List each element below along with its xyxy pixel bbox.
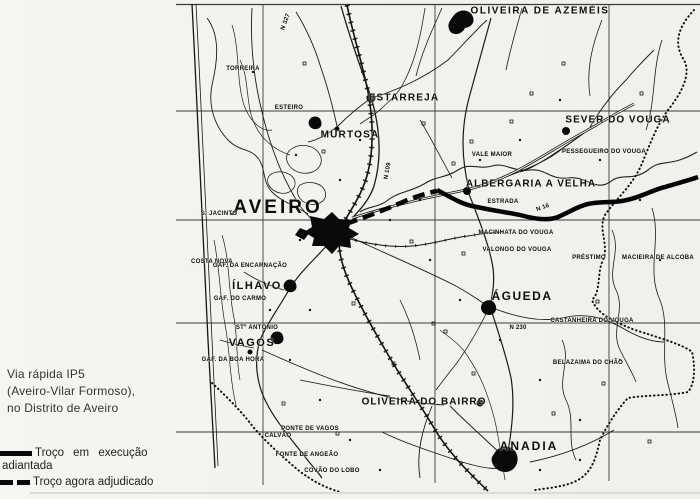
place-label: ESTRADA — [487, 199, 519, 205]
legend-item-execucao — [0, 447, 175, 459]
lagoon-ria — [207, 18, 326, 405]
albergaria-blob — [463, 187, 471, 195]
town-label: ANADIA — [499, 439, 559, 453]
estarreja-blob — [367, 94, 376, 103]
place-label: CASTANHEIRA DO VOUGA — [550, 318, 634, 324]
place-label: PONTE DE VAGOS — [281, 426, 339, 432]
town-label: OLIVEIRA DE AZEMÉIS — [470, 5, 610, 17]
place-label: S. JACINTO — [200, 211, 238, 217]
rivers — [360, 5, 697, 480]
murtosa-blob — [309, 117, 322, 130]
place-label: COSTA NOVA — [191, 259, 233, 265]
place-label: FONTE DE ANGEÃO — [275, 452, 339, 458]
place-label: BELAZAIMA DO CHÃO — [552, 360, 624, 366]
town-label: ÍLHAVO — [232, 280, 282, 292]
road-number-label: N 109 — [383, 162, 393, 180]
place-label: MACINHATA DO VOUGA — [478, 230, 554, 236]
map-caption — [7, 366, 177, 417]
road-number-label: N 230 — [509, 325, 527, 331]
village-markers — [282, 62, 651, 443]
town-label: ALBERGARIA A VELHA — [465, 178, 597, 190]
sever-blob — [562, 127, 570, 135]
road-number-label: N 327 — [280, 12, 292, 32]
main-road-cased — [352, 104, 634, 218]
scan-artifact-line — [30, 492, 700, 494]
oliveira-de-azemeis-blob — [448, 10, 473, 34]
legend-label: Troço agora adjudicado — [33, 476, 154, 488]
legend-label: Troço em execução — [35, 447, 148, 459]
place-label: PESSEGUEIRO DO VOUGA — [561, 149, 647, 155]
road-number-label: N 16 — [535, 202, 551, 214]
place-label: CALVÃO — [264, 433, 292, 439]
town-label: SEVER DO VOUGA — [565, 114, 671, 126]
caption-line-3: no Distrito de Aveiro — [7, 401, 119, 415]
oliveira-do-bairro-blob — [477, 400, 484, 407]
legend-label-continued: adiantada — [2, 460, 53, 472]
town-label: OLIVEIRA DO BAIRRO — [361, 396, 487, 408]
aveiro-blob — [304, 212, 359, 254]
solid-section-swatch — [0, 451, 32, 456]
ip5-route — [346, 177, 698, 224]
place-label: ESTEIRO — [274, 105, 304, 111]
place-label: VALE MAIOR — [471, 152, 513, 158]
place-label: VALONGO DO VOUGA — [482, 247, 552, 253]
legend-item-adjudicado — [0, 476, 175, 488]
caption-line-1: Via rápida IP5 — [7, 367, 85, 381]
village-dots — [228, 71, 661, 471]
place-label: PRÉSTIMO — [572, 255, 606, 261]
place-label: MACIEIRA DE ALCOBA — [622, 255, 694, 261]
place-label: COVÃO DO LOBO — [304, 468, 360, 474]
town-label: ESTARREJA — [368, 92, 440, 104]
town-label: MURTOSA — [320, 129, 380, 141]
place-label: GAF. DA ENCARNAÇÃO — [212, 263, 288, 269]
place-label: GAF. DA BOA HORA — [201, 357, 265, 363]
town-label: ÁGUEDA — [491, 289, 553, 303]
ilhavo-blob — [284, 280, 297, 293]
caption-line-2: (Aveiro-Vilar Formoso), — [7, 384, 136, 398]
town-blobs — [248, 10, 571, 472]
town-label: AVEIRO — [233, 197, 323, 218]
place-label: STº ANTÓNIO — [235, 325, 279, 331]
vagos-blob — [271, 332, 284, 345]
agueda-blob — [481, 300, 496, 315]
place-label: TORREIRA — [226, 66, 260, 72]
dashed-section-swatch — [0, 480, 30, 485]
legend — [0, 447, 175, 489]
place-label: GAF. DO CARMO — [213, 296, 267, 302]
town-label: VAGOS — [228, 337, 276, 349]
district-boundary — [212, 10, 694, 492]
